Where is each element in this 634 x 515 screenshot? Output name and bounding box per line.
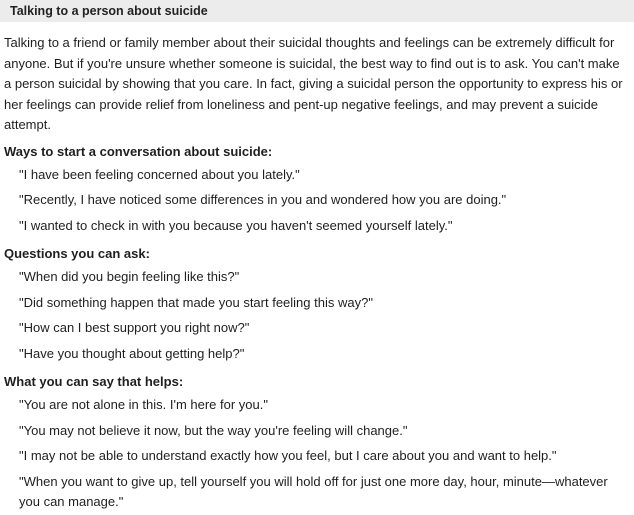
quote-list bbox=[0, 162, 634, 239]
list-item: "How can I best support you right now?" bbox=[19, 320, 250, 335]
list-item: "Did something happen that made you start feeling this way?" bbox=[19, 294, 373, 310]
list-item: "I may not be able to understand exactly how you feel, but I care about you and want to help." bbox=[19, 448, 557, 463]
section-conversation-starters bbox=[0, 142, 634, 239]
intro-paragraph: Talking to a friend or family member about their suicidal thoughts and feelings can be extremely difficult for anyone. But if you're unsure whether someone is suicidal, the best way to find out is to ask. You can't make a person suicidal by showing that you care. In fact, giving a suicidal person the opportunity to express his or her feelings can provide relief from loneliness and pent-up negative feelings, and may prevent a suicide attempt. bbox=[4, 35, 623, 132]
quote-list bbox=[0, 264, 634, 366]
list-item: "You may not believe it now, but the way you're feeling will change." bbox=[19, 422, 408, 438]
list-item: "Recently, I have noticed some differences in you and wondered how you are doing." bbox=[19, 192, 507, 207]
list-item: "Have you thought about getting help?" bbox=[19, 345, 245, 361]
section-what-helps bbox=[0, 372, 634, 515]
list-item: "I wanted to check in with you because you haven't seemed yourself lately." bbox=[19, 217, 453, 233]
section-heading: What you can say that helps: bbox=[4, 374, 184, 389]
quote-list bbox=[0, 392, 634, 515]
section-heading: Questions you can ask: bbox=[4, 246, 150, 261]
page-title: Talking to a person about suicide bbox=[10, 4, 208, 18]
list-item: "When did you begin feeling like this?" bbox=[19, 269, 240, 284]
list-item: "When you want to give up, tell yourself you will hold off for just one more day, hour, minute—whatever you can manage." bbox=[19, 473, 608, 509]
list-item: "You are not alone in this. I'm here for you." bbox=[19, 397, 268, 412]
title-bar bbox=[0, 0, 634, 22]
section-heading: Ways to start a conversation about suicide: bbox=[4, 143, 273, 159]
list-item: "I have been feeling concerned about you lately." bbox=[19, 166, 300, 182]
section-questions bbox=[0, 244, 634, 366]
